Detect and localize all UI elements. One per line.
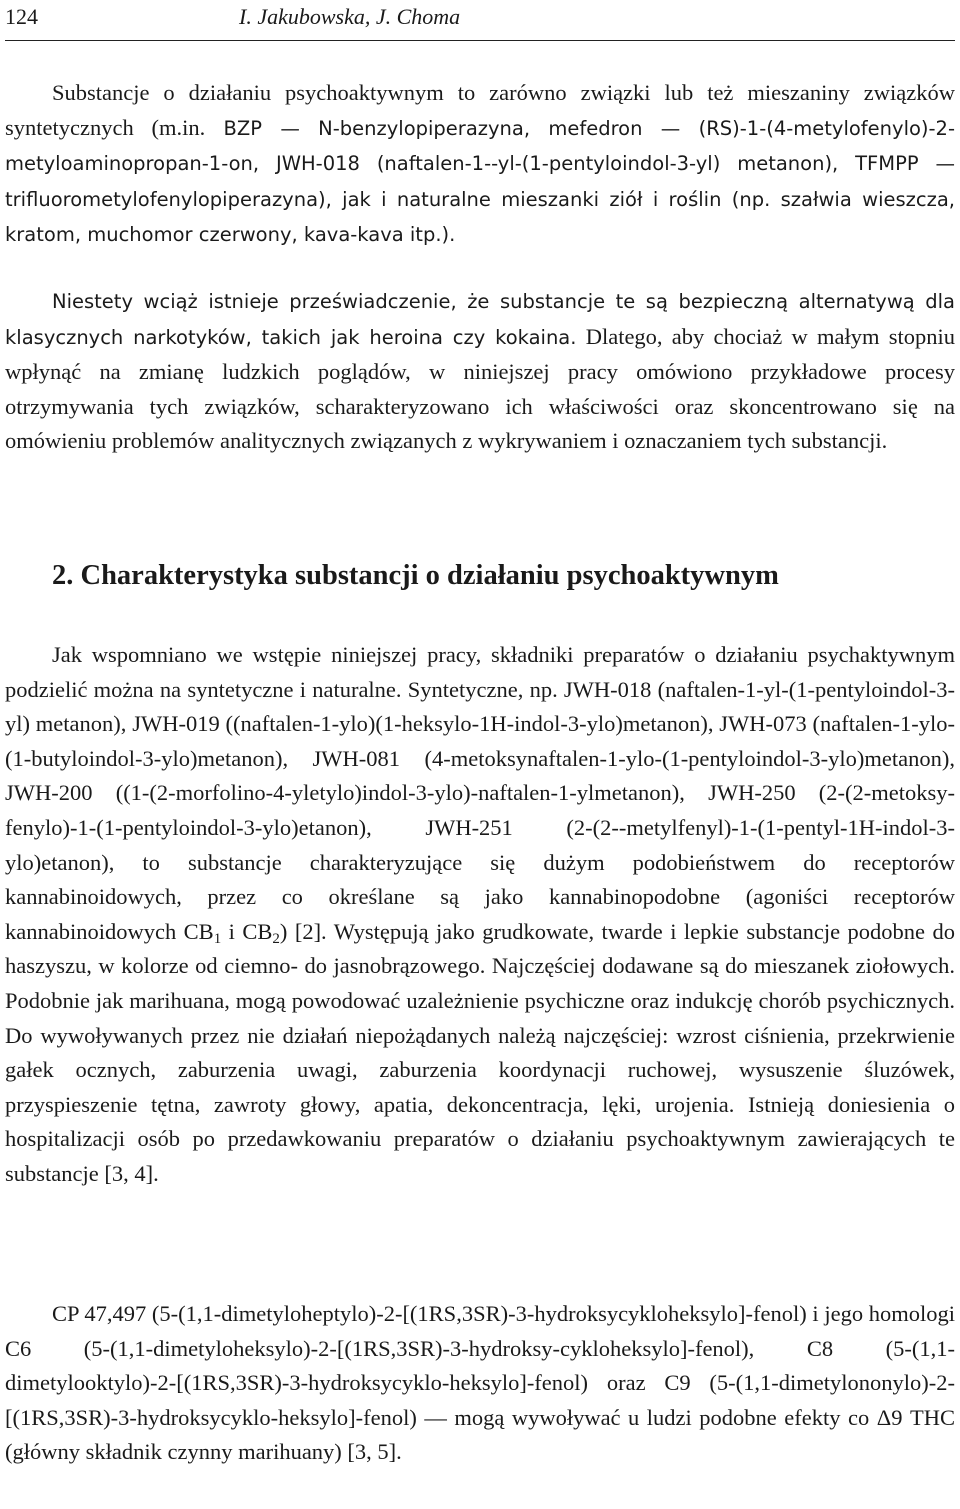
paragraph-2	[5, 284, 955, 459]
paragraph-1	[5, 76, 955, 253]
paragraph-3-text-b: i CB	[221, 918, 273, 944]
paragraph-2-serif: Dlatego, aby chociaż w małym stopniu wpłynąć na zmianę ludzkich poglądów, w niniejszej pracy omówiono przykładowe procesy otrzymywania tych związków, scharakteryzowano ich właściwości oraz skoncentrowano się na omówieniu problemów analitycznych związanych z wykrywaniem i oznaczaniem tych substancji.	[5, 323, 955, 454]
paragraph-4: CP 47,497 (5-(1,1-dimetyloheptylo)-2-[(1RS,3SR)-3-hydroksycykloheksylo]-fenol) i jego homologi C6 (5-(1,1-dimetyloheksylo)-2-[(1RS,3SR)-3-hydroksy-cykloheksylo]-fenol), C8 (5-(1,1-dimetylooktylo)-2-[(1RS,3SR)-3-hydroksycyklo-heksylo]-fenol) oraz C9 (5-(1,1-dimetylononylo)-2-[(1RS,3SR)-3-hydroksycyklo-heksylo]-fenol) — mogą wywoływać u ludzi podobne efekty co Δ9 THC (główny składnik czynny marihuany) [3, 5].	[5, 1301, 955, 1465]
paragraph-3-text-c: ) [2]. Występują jako grudkowate, twarde i lepkie substancje podobne do haszyszu, w kolorze od ciemno- do jasnobrązowego. Najczęściej dodawane są do mieszanek ziołowych. Podobnie jak marihuana, mogą powodować uzależnienie psychiczne oraz indukcję chorób psychicznych. Do wywoływanych przez nie działań niepożądanych należą najczęściej: wzrost ciśnienia, przekrwienie gałek ocznych, zaburzenia uwagi, zaburzenia koordynacji ruchowej, wysuszenie śluzówek, przyspieszenie tętna, zawroty głowy, apatia, dekoncentracja, lęki, urojenia. Istnieją doniesienia o hospitalizacji osób po przedawkowaniu preparatów o działaniu psychoaktywnym zawierających te substancje [3, 4].	[5, 918, 955, 1186]
paragraph-3-text-a: Jak wspomniano we wstępie niniejszej pracy, składniki preparatów o działaniu psychaktywnym podzielić można na syntetyczne i naturalne. Syntetyczne, np. JWH-018 (naftalen-1-yl-(1-pentyloindol-3-yl) metanon), JWH-019 ((naftalen-1-ylo)(1-heksylo-1H-indol-3-ylo)metanon), JWH-073 (naftalen-1-ylo-(1-butyloindol-3-ylo)metanon), JWH-081 (4-metoksynaftalen-1-ylo-(1-pentyloindol-3-ylo)metanon), JWH-200 ((1-(2-morfolino-4-yletylo)indol-3-ylo)-naftalen-1-ylmetanon), JWH-250 (2-(2-metoksy-fenylo)-1-(1-pentyloindol-3-ylo)etanon), JWH-251 (2-(2--metylfenyl)-1-(1-pentyl-1H-indol-3-ylo)etanon), to substancje charakteryzujące się dużym podobieństwem do receptorów kannabinoidowych, przez co określane są jako kannabinopodobne (agoniści receptorów kannabinoidowych CB	[5, 642, 955, 944]
running-head: I. Jakubowska, J. Choma	[239, 4, 461, 29]
paragraph-2-sans: Niestety wciąż istnieje przeświadczenie, że substancje te są bezpieczną alternatywą dla klasycznych narkotyków, takich jak heroina czy kokaina.	[5, 290, 955, 349]
page-header	[5, 0, 955, 41]
section-heading: 2. Charakterystyka substancji o działaniu psychoaktywnym	[52, 560, 779, 591]
subscript-1: 1	[213, 930, 222, 947]
paragraph-3	[5, 638, 955, 1192]
paragraph-1-serif: Substancje o działaniu psychoaktywnym to zarówno związki lub też mieszaniny związków syntetycznych (m.in.	[5, 80, 955, 140]
paragraph-1-sans: BZP — N-benzylopiperazyna, mefedron — (RS)-1-(4-metylofenylo)-2-metyloaminopropan-1-on, JWH-018 (naftalen-1--yl-(1-pentyloindol-3-yl) metanon), TFMPP — trifluorometylofenylopiperazyna), jak i naturalne mieszanki ziół i roślin (np. szałwia wieszcza, kratom, muchomor czerwony, kava-kava itp.).	[5, 116, 956, 247]
subscript-2: 2	[272, 930, 280, 947]
page-number: 124	[5, 4, 38, 29]
